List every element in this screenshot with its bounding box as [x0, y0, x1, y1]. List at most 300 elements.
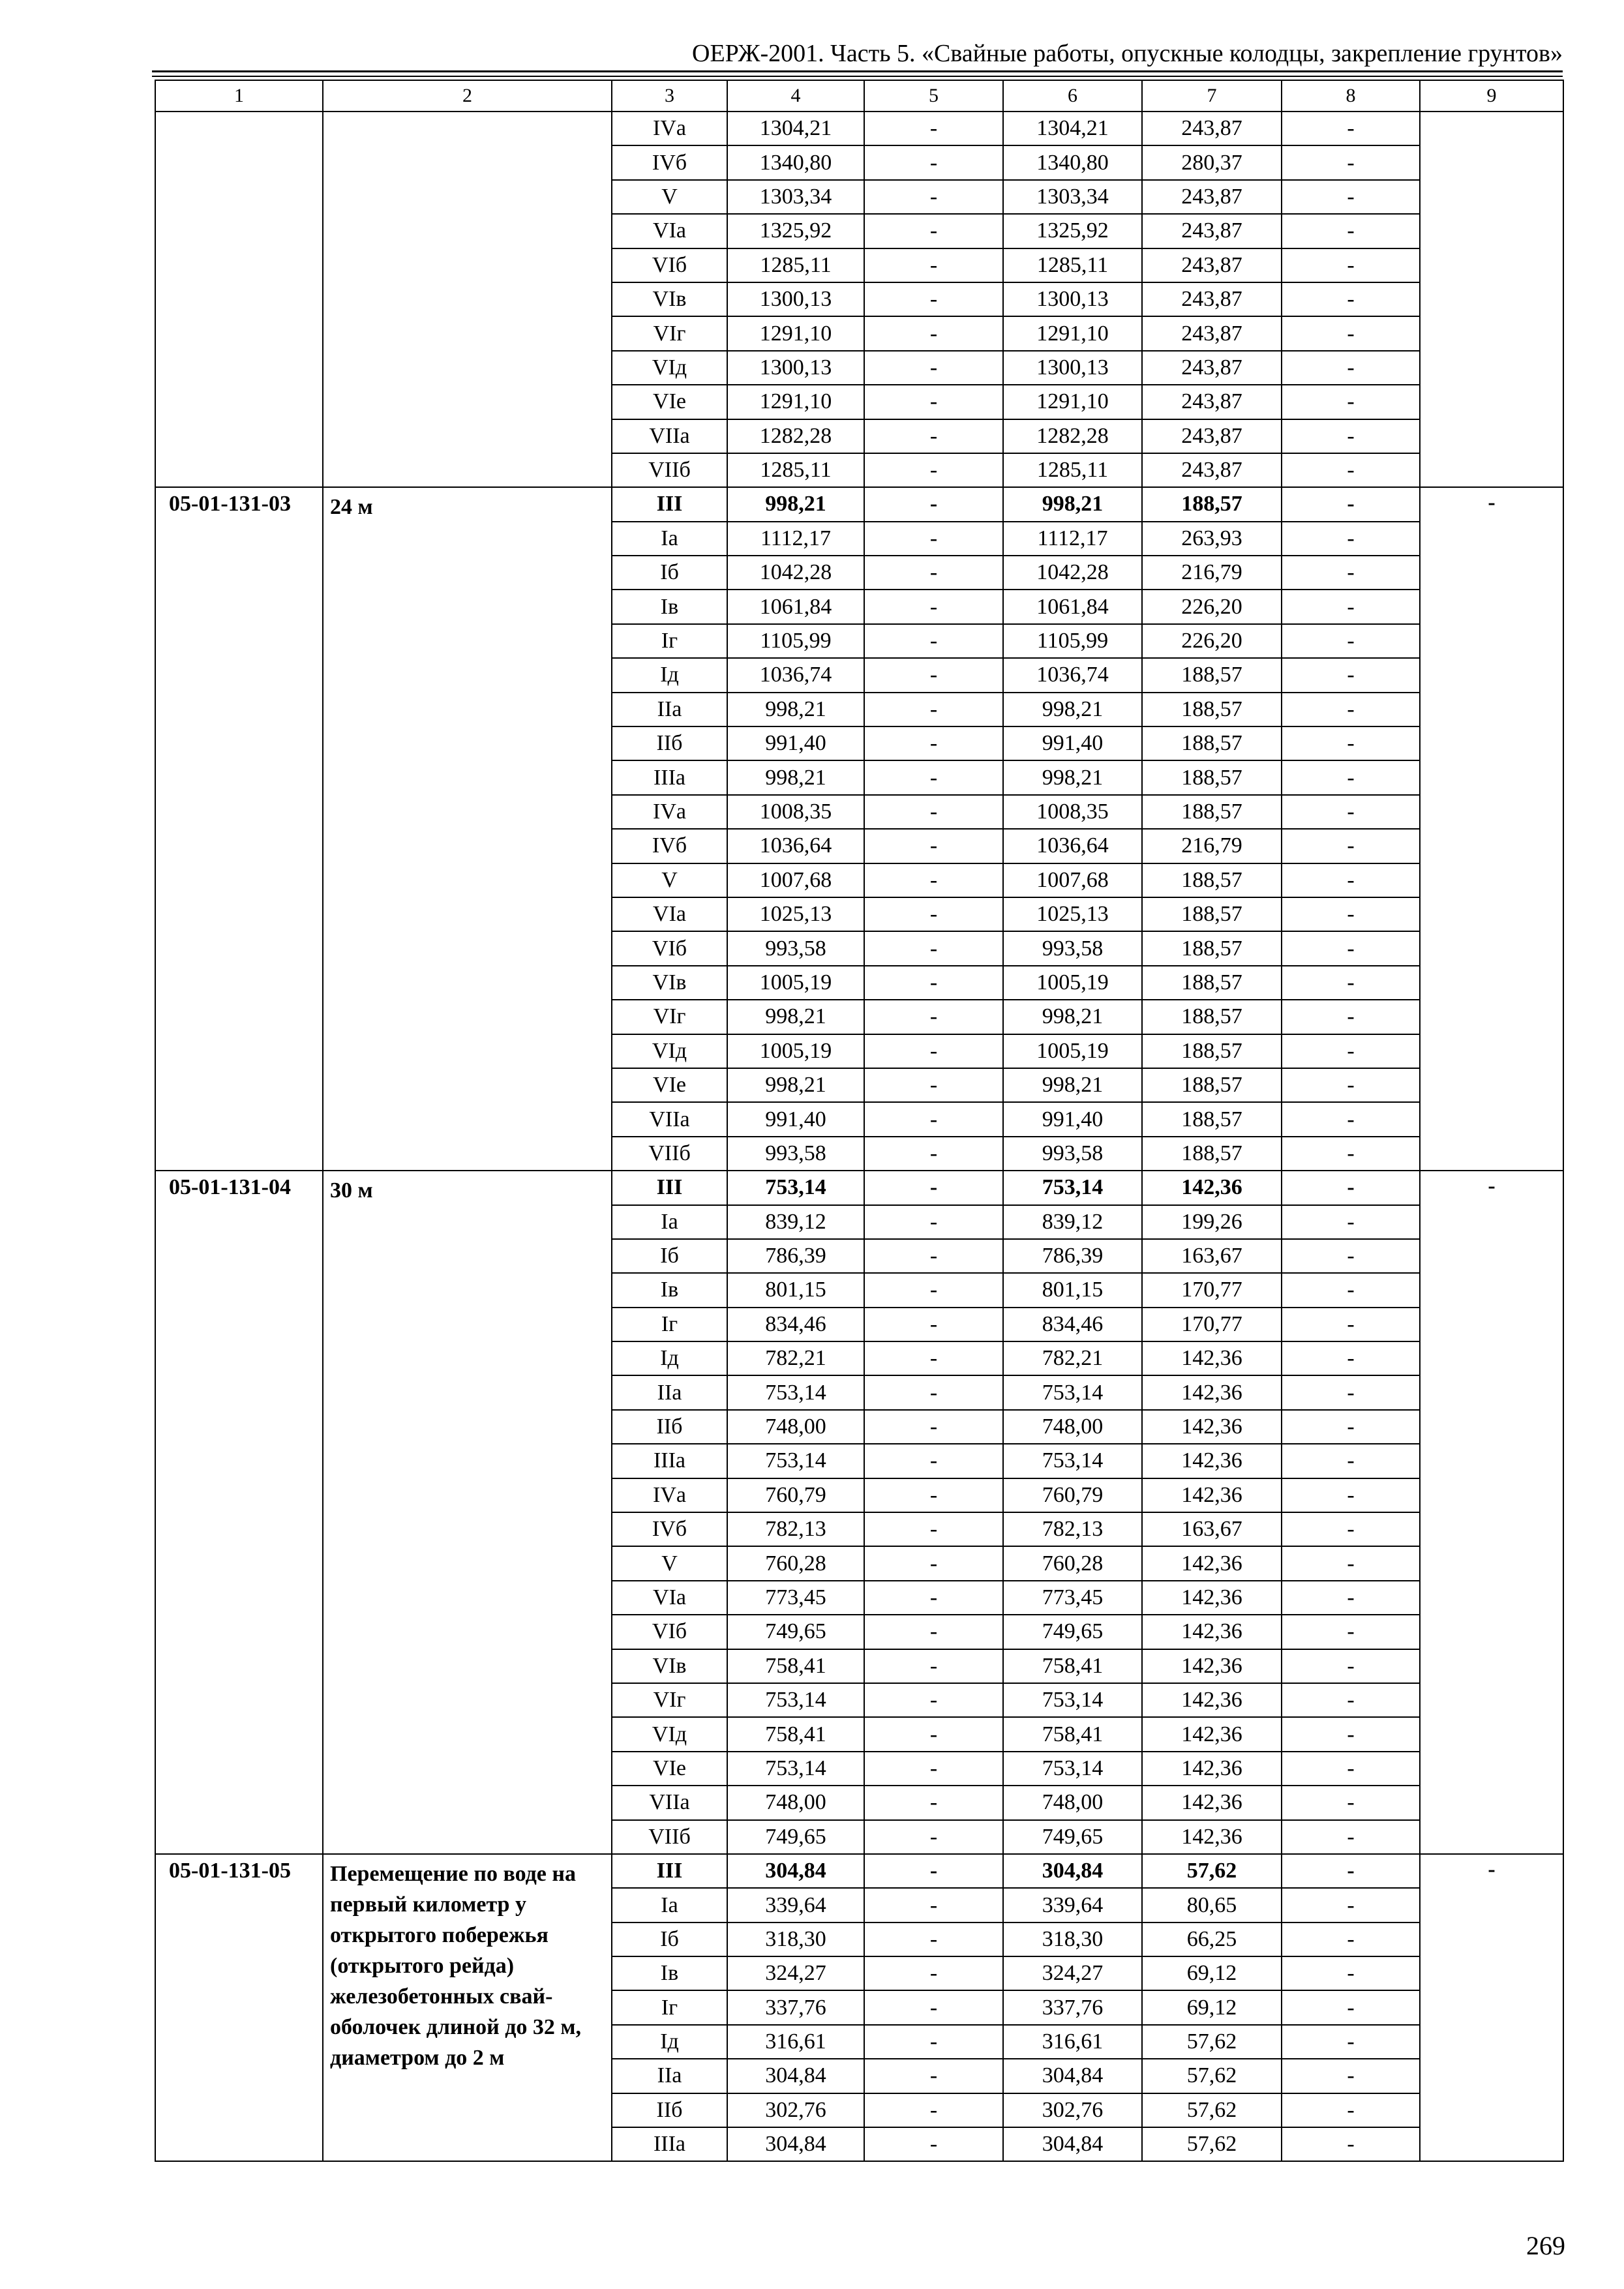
- driver-wage-cell: 142,36: [1142, 1683, 1282, 1717]
- machine-cost-cell: 1008,35: [1003, 795, 1142, 829]
- machine-cost-cell: 1303,34: [1003, 180, 1142, 214]
- wage-cell: -: [864, 1922, 1003, 1956]
- driver-wage-cell: 216,79: [1142, 556, 1282, 590]
- machine-cost-cell: 1285,11: [1003, 248, 1142, 282]
- wage-cell: -: [864, 1956, 1003, 1990]
- wage-cell: -: [864, 1341, 1003, 1375]
- machine-cost-cell: 304,84: [1003, 2127, 1142, 2161]
- driver-wage-cell: 170,77: [1142, 1273, 1282, 1307]
- driver-wage-cell: 280,37: [1142, 145, 1282, 179]
- driver-wage-cell: 163,67: [1142, 1512, 1282, 1546]
- materials-cell: -: [1282, 419, 1420, 453]
- region-zone-cell: Iг: [612, 1308, 727, 1341]
- region-zone-cell: IIа: [612, 2059, 727, 2093]
- materials-cell: -: [1282, 1205, 1420, 1239]
- region-zone-cell: VIIб: [612, 1820, 727, 1854]
- machine-cost-cell: 1304,21: [1003, 112, 1142, 145]
- machine-cost-cell: 749,65: [1003, 1615, 1142, 1649]
- region-zone-cell: VIд: [612, 1717, 727, 1751]
- machine-cost-cell: 773,45: [1003, 1581, 1142, 1615]
- region-zone-cell: VIа: [612, 214, 727, 248]
- table-row: [155, 112, 1563, 145]
- wage-cell: -: [864, 1068, 1003, 1102]
- direct-cost-cell: 786,39: [727, 1239, 864, 1273]
- page-number: 269: [1526, 2231, 1565, 2260]
- region-zone-cell: Iг: [612, 1990, 727, 2024]
- machine-cost-cell: 1300,13: [1003, 282, 1142, 316]
- direct-cost-cell: 1036,64: [727, 829, 864, 863]
- materials-cell: -: [1282, 145, 1420, 179]
- region-zone-cell: IIIа: [612, 1444, 727, 1478]
- wage-cell: -: [864, 1171, 1003, 1204]
- driver-wage-cell: 188,57: [1142, 760, 1282, 794]
- direct-cost-cell: 998,21: [727, 1000, 864, 1034]
- direct-cost-cell: 1300,13: [727, 351, 864, 385]
- direct-cost-cell: 991,40: [727, 1102, 864, 1136]
- direct-cost-cell: 1036,74: [727, 658, 864, 692]
- driver-wage-cell: 142,36: [1142, 1820, 1282, 1854]
- materials-cell: -: [1282, 1752, 1420, 1786]
- wage-cell: -: [864, 2093, 1003, 2127]
- driver-wage-cell: 188,57: [1142, 1068, 1282, 1102]
- materials-cell: -: [1282, 1000, 1420, 1034]
- region-zone-cell: III: [612, 487, 727, 521]
- wage-cell: -: [864, 726, 1003, 760]
- machine-cost-cell: 339,64: [1003, 1888, 1142, 1922]
- region-zone-cell: VIIа: [612, 1786, 727, 1819]
- header-rule: [152, 70, 1563, 72]
- driver-wage-cell: 243,87: [1142, 385, 1282, 419]
- direct-cost-cell: 991,40: [727, 726, 864, 760]
- direct-cost-cell: 1340,80: [727, 145, 864, 179]
- wage-cell: -: [864, 1273, 1003, 1307]
- driver-wage-cell: 243,87: [1142, 248, 1282, 282]
- column-number: 7: [1142, 80, 1282, 112]
- materials-cell: -: [1282, 2059, 1420, 2093]
- driver-wage-cell: 243,87: [1142, 316, 1282, 350]
- region-zone-cell: VIб: [612, 1615, 727, 1649]
- direct-cost-cell: 1105,99: [727, 624, 864, 658]
- region-zone-cell: IVа: [612, 1478, 727, 1512]
- direct-cost-cell: 748,00: [727, 1786, 864, 1819]
- driver-wage-cell: 188,57: [1142, 966, 1282, 1000]
- machine-cost-cell: 998,21: [1003, 1000, 1142, 1034]
- wage-cell: -: [864, 1581, 1003, 1615]
- wage-cell: -: [864, 590, 1003, 623]
- machine-cost-cell: 302,76: [1003, 2093, 1142, 2127]
- direct-cost-cell: 302,76: [727, 2093, 864, 2127]
- direct-cost-cell: 998,21: [727, 760, 864, 794]
- direct-cost-cell: 760,79: [727, 1478, 864, 1512]
- driver-wage-cell: 57,62: [1142, 1854, 1282, 1888]
- materials-cell: -: [1282, 1171, 1420, 1204]
- region-zone-cell: Iд: [612, 658, 727, 692]
- direct-cost-cell: 801,15: [727, 1273, 864, 1307]
- machine-cost-cell: 998,21: [1003, 1068, 1142, 1102]
- driver-wage-cell: 142,36: [1142, 1546, 1282, 1580]
- region-zone-cell: Iб: [612, 1922, 727, 1956]
- driver-wage-cell: 57,62: [1142, 2059, 1282, 2093]
- wage-cell: -: [864, 1410, 1003, 1444]
- materials-cell: -: [1282, 863, 1420, 897]
- materials-cell: -: [1282, 214, 1420, 248]
- machine-cost-cell: 998,21: [1003, 487, 1142, 521]
- direct-cost-cell: 998,21: [727, 487, 864, 521]
- machine-cost-cell: 1061,84: [1003, 590, 1142, 623]
- driver-wage-cell: 216,79: [1142, 829, 1282, 863]
- materials-cell: -: [1282, 316, 1420, 350]
- direct-cost-cell: 753,14: [727, 1375, 864, 1409]
- wage-cell: -: [864, 1990, 1003, 2024]
- region-zone-cell: Iб: [612, 1239, 727, 1273]
- region-zone-cell: V: [612, 1546, 727, 1580]
- driver-wage-cell: 142,36: [1142, 1615, 1282, 1649]
- wage-cell: -: [864, 419, 1003, 453]
- wage-cell: -: [864, 1888, 1003, 1922]
- direct-cost-cell: 1304,21: [727, 112, 864, 145]
- materials-cell: -: [1282, 1649, 1420, 1683]
- column-number: 3: [612, 80, 727, 112]
- wage-cell: -: [864, 624, 1003, 658]
- materials-cell: -: [1282, 1137, 1420, 1171]
- driver-wage-cell: 80,65: [1142, 1888, 1282, 1922]
- materials-cell: -: [1282, 2093, 1420, 2127]
- wage-cell: -: [864, 1820, 1003, 1854]
- direct-cost-cell: 316,61: [727, 2025, 864, 2059]
- column-number: 6: [1003, 80, 1142, 112]
- region-zone-cell: Iа: [612, 1888, 727, 1922]
- region-zone-cell: IIб: [612, 1410, 727, 1444]
- column-number: 4: [727, 80, 864, 112]
- region-zone-cell: VIIа: [612, 419, 727, 453]
- region-zone-cell: VIIб: [612, 1137, 727, 1171]
- materials-cell: -: [1282, 1546, 1420, 1580]
- direct-cost-cell: 1291,10: [727, 316, 864, 350]
- driver-wage-cell: 226,20: [1142, 624, 1282, 658]
- machine-cost-cell: 1025,13: [1003, 897, 1142, 931]
- machine-cost-cell: 1036,74: [1003, 658, 1142, 692]
- materials-cell: -: [1282, 1308, 1420, 1341]
- materials-cell: -: [1282, 760, 1420, 794]
- wage-cell: -: [864, 1717, 1003, 1751]
- rate-code-cell: [155, 112, 323, 487]
- region-zone-cell: VIе: [612, 1068, 727, 1102]
- work-name-cell: Перемещение по воде на первый километр у открытого побережья (открытого рейда) железобетонных свай-оболочек длиной до 32 м, диаметром до 2 м: [323, 1854, 612, 2162]
- wage-cell: -: [864, 487, 1003, 521]
- driver-wage-cell: 188,57: [1142, 1000, 1282, 1034]
- driver-wage-cell: 188,57: [1142, 1137, 1282, 1171]
- direct-cost-cell: 758,41: [727, 1649, 864, 1683]
- wage-cell: -: [864, 1786, 1003, 1819]
- work-name-cell: 24 м: [323, 487, 612, 1171]
- materials-cell: -: [1282, 487, 1420, 521]
- driver-wage-cell: 226,20: [1142, 590, 1282, 623]
- driver-wage-cell: 243,87: [1142, 214, 1282, 248]
- machine-cost-cell: 991,40: [1003, 1102, 1142, 1136]
- wage-cell: -: [864, 385, 1003, 419]
- materials-cell: -: [1282, 1990, 1420, 2024]
- region-zone-cell: V: [612, 863, 727, 897]
- materials-cell: -: [1282, 385, 1420, 419]
- machine-cost-cell: 760,28: [1003, 1546, 1142, 1580]
- machine-cost-cell: 991,40: [1003, 726, 1142, 760]
- machine-cost-cell: 993,58: [1003, 931, 1142, 965]
- direct-cost-cell: 1300,13: [727, 282, 864, 316]
- materials-cell: -: [1282, 1273, 1420, 1307]
- direct-cost-cell: 782,13: [727, 1512, 864, 1546]
- materials-cell: -: [1282, 829, 1420, 863]
- machine-cost-cell: 1036,64: [1003, 829, 1142, 863]
- region-zone-cell: VIе: [612, 1752, 727, 1786]
- materials-cell: -: [1282, 1068, 1420, 1102]
- driver-wage-cell: 142,36: [1142, 1581, 1282, 1615]
- other-cost-cell: -: [1420, 1171, 1563, 1854]
- direct-cost-cell: 753,14: [727, 1171, 864, 1204]
- direct-cost-cell: 1025,13: [727, 897, 864, 931]
- direct-cost-cell: 337,76: [727, 1990, 864, 2024]
- column-number: 5: [864, 80, 1003, 112]
- materials-cell: -: [1282, 658, 1420, 692]
- materials-cell: -: [1282, 522, 1420, 556]
- machine-cost-cell: 324,27: [1003, 1956, 1142, 1990]
- column-number: 1: [155, 80, 323, 112]
- direct-cost-cell: 1008,35: [727, 795, 864, 829]
- direct-cost-cell: 318,30: [727, 1922, 864, 1956]
- machine-cost-cell: 998,21: [1003, 693, 1142, 726]
- region-zone-cell: VIе: [612, 385, 727, 419]
- machine-cost-cell: 758,41: [1003, 1717, 1142, 1751]
- machine-cost-cell: 760,79: [1003, 1478, 1142, 1512]
- column-number: 2: [323, 80, 612, 112]
- rate-code-cell: 05-01-131-04: [155, 1171, 323, 1854]
- driver-wage-cell: 188,57: [1142, 487, 1282, 521]
- wage-cell: -: [864, 658, 1003, 692]
- wage-cell: -: [864, 1649, 1003, 1683]
- machine-cost-cell: 748,00: [1003, 1786, 1142, 1819]
- driver-wage-cell: 142,36: [1142, 1444, 1282, 1478]
- direct-cost-cell: 304,84: [727, 1854, 864, 1888]
- machine-cost-cell: 1340,80: [1003, 145, 1142, 179]
- materials-cell: -: [1282, 282, 1420, 316]
- column-number: 8: [1282, 80, 1420, 112]
- rate-code-cell: 05-01-131-03: [155, 487, 323, 1171]
- materials-cell: -: [1282, 1786, 1420, 1819]
- driver-wage-cell: 142,36: [1142, 1375, 1282, 1409]
- machine-cost-cell: 839,12: [1003, 1205, 1142, 1239]
- wage-cell: -: [864, 1137, 1003, 1171]
- direct-cost-cell: 1005,19: [727, 1034, 864, 1068]
- region-zone-cell: VIг: [612, 316, 727, 350]
- region-zone-cell: Iб: [612, 556, 727, 590]
- driver-wage-cell: 142,36: [1142, 1410, 1282, 1444]
- wage-cell: -: [864, 556, 1003, 590]
- region-zone-cell: IIIа: [612, 760, 727, 794]
- direct-cost-cell: 1042,28: [727, 556, 864, 590]
- materials-cell: -: [1282, 2025, 1420, 2059]
- table-body: [155, 80, 1563, 2161]
- direct-cost-cell: 773,45: [727, 1581, 864, 1615]
- machine-cost-cell: 318,30: [1003, 1922, 1142, 1956]
- header-rule-thin: [152, 76, 1563, 77]
- region-zone-cell: III: [612, 1171, 727, 1204]
- driver-wage-cell: 188,57: [1142, 1034, 1282, 1068]
- machine-cost-cell: 316,61: [1003, 2025, 1142, 2059]
- wage-cell: -: [864, 1615, 1003, 1649]
- rate-code-cell: 05-01-131-05: [155, 1854, 323, 2162]
- wage-cell: -: [864, 2025, 1003, 2059]
- machine-cost-cell: 1007,68: [1003, 863, 1142, 897]
- region-zone-cell: Iв: [612, 1273, 727, 1307]
- page-header-title: ОЕРЖ-2001. Часть 5. «Свайные работы, опускные колодцы, закрепление грунтов»: [692, 40, 1563, 67]
- machine-cost-cell: 1005,19: [1003, 1034, 1142, 1068]
- driver-wage-cell: 263,93: [1142, 522, 1282, 556]
- machine-cost-cell: 1005,19: [1003, 966, 1142, 1000]
- wage-cell: -: [864, 1102, 1003, 1136]
- materials-cell: -: [1282, 1410, 1420, 1444]
- driver-wage-cell: 243,87: [1142, 453, 1282, 487]
- materials-cell: -: [1282, 1375, 1420, 1409]
- region-zone-cell: IVа: [612, 795, 727, 829]
- wage-cell: -: [864, 1854, 1003, 1888]
- direct-cost-cell: 839,12: [727, 1205, 864, 1239]
- region-zone-cell: VIв: [612, 1649, 727, 1683]
- driver-wage-cell: 243,87: [1142, 180, 1282, 214]
- wage-cell: -: [864, 1205, 1003, 1239]
- driver-wage-cell: 69,12: [1142, 1990, 1282, 2024]
- price-table: [155, 80, 1564, 2162]
- driver-wage-cell: 66,25: [1142, 1922, 1282, 1956]
- wage-cell: -: [864, 829, 1003, 863]
- machine-cost-cell: 1282,28: [1003, 419, 1142, 453]
- driver-wage-cell: 188,57: [1142, 863, 1282, 897]
- region-zone-cell: VIг: [612, 1683, 727, 1717]
- work-name-cell: 30 м: [323, 1171, 612, 1854]
- machine-cost-cell: 834,46: [1003, 1308, 1142, 1341]
- wage-cell: -: [864, 522, 1003, 556]
- wage-cell: -: [864, 1512, 1003, 1546]
- wage-cell: -: [864, 863, 1003, 897]
- machine-cost-cell: 1105,99: [1003, 624, 1142, 658]
- materials-cell: -: [1282, 1922, 1420, 1956]
- machine-cost-cell: 1325,92: [1003, 214, 1142, 248]
- wage-cell: -: [864, 248, 1003, 282]
- machine-cost-cell: 753,14: [1003, 1752, 1142, 1786]
- materials-cell: -: [1282, 693, 1420, 726]
- materials-cell: -: [1282, 1854, 1420, 1888]
- region-zone-cell: VIб: [612, 931, 727, 965]
- direct-cost-cell: 1007,68: [727, 863, 864, 897]
- wage-cell: -: [864, 1546, 1003, 1580]
- driver-wage-cell: 57,62: [1142, 2025, 1282, 2059]
- driver-wage-cell: 142,36: [1142, 1171, 1282, 1204]
- wage-cell: -: [864, 897, 1003, 931]
- region-zone-cell: VIд: [612, 351, 727, 385]
- direct-cost-cell: 758,41: [727, 1717, 864, 1751]
- region-zone-cell: Iг: [612, 624, 727, 658]
- direct-cost-cell: 749,65: [727, 1615, 864, 1649]
- driver-wage-cell: 142,36: [1142, 1341, 1282, 1375]
- materials-cell: -: [1282, 795, 1420, 829]
- materials-cell: -: [1282, 1478, 1420, 1512]
- wage-cell: -: [864, 931, 1003, 965]
- driver-wage-cell: 188,57: [1142, 931, 1282, 965]
- direct-cost-cell: 324,27: [727, 1956, 864, 1990]
- wage-cell: -: [864, 1375, 1003, 1409]
- region-zone-cell: V: [612, 180, 727, 214]
- materials-cell: -: [1282, 590, 1420, 623]
- machine-cost-cell: 758,41: [1003, 1649, 1142, 1683]
- materials-cell: -: [1282, 624, 1420, 658]
- region-zone-cell: IVа: [612, 112, 727, 145]
- region-zone-cell: VIIа: [612, 1102, 727, 1136]
- machine-cost-cell: 1291,10: [1003, 385, 1142, 419]
- wage-cell: -: [864, 1034, 1003, 1068]
- machine-cost-cell: 748,00: [1003, 1410, 1142, 1444]
- column-number: 9: [1420, 80, 1563, 112]
- other-cost-cell: [1420, 112, 1563, 487]
- driver-wage-cell: 170,77: [1142, 1308, 1282, 1341]
- wage-cell: -: [864, 316, 1003, 350]
- direct-cost-cell: 1285,11: [727, 248, 864, 282]
- machine-cost-cell: 998,21: [1003, 760, 1142, 794]
- direct-cost-cell: 782,21: [727, 1341, 864, 1375]
- materials-cell: -: [1282, 556, 1420, 590]
- region-zone-cell: IIб: [612, 726, 727, 760]
- materials-cell: -: [1282, 1239, 1420, 1273]
- wage-cell: -: [864, 1000, 1003, 1034]
- direct-cost-cell: 1005,19: [727, 966, 864, 1000]
- direct-cost-cell: 1282,28: [727, 419, 864, 453]
- other-cost-cell: -: [1420, 1854, 1563, 2162]
- machine-cost-cell: 1291,10: [1003, 316, 1142, 350]
- direct-cost-cell: 753,14: [727, 1752, 864, 1786]
- machine-cost-cell: 993,58: [1003, 1137, 1142, 1171]
- region-zone-cell: VIд: [612, 1034, 727, 1068]
- machine-cost-cell: 782,13: [1003, 1512, 1142, 1546]
- machine-cost-cell: 753,14: [1003, 1444, 1142, 1478]
- region-zone-cell: VIIб: [612, 453, 727, 487]
- driver-wage-cell: 69,12: [1142, 1956, 1282, 1990]
- machine-cost-cell: 786,39: [1003, 1239, 1142, 1273]
- materials-cell: -: [1282, 966, 1420, 1000]
- wage-cell: -: [864, 1444, 1003, 1478]
- direct-cost-cell: 998,21: [727, 693, 864, 726]
- region-zone-cell: IIа: [612, 1375, 727, 1409]
- region-zone-cell: VIв: [612, 966, 727, 1000]
- direct-cost-cell: 993,58: [727, 931, 864, 965]
- wage-cell: -: [864, 760, 1003, 794]
- machine-cost-cell: 753,14: [1003, 1683, 1142, 1717]
- wage-cell: -: [864, 2127, 1003, 2161]
- region-zone-cell: Iа: [612, 1205, 727, 1239]
- direct-cost-cell: 1112,17: [727, 522, 864, 556]
- machine-cost-cell: 304,84: [1003, 2059, 1142, 2093]
- materials-cell: -: [1282, 1034, 1420, 1068]
- direct-cost-cell: 993,58: [727, 1137, 864, 1171]
- region-zone-cell: VIг: [612, 1000, 727, 1034]
- table-row: [155, 1171, 1563, 1204]
- region-zone-cell: Iв: [612, 1956, 727, 1990]
- direct-cost-cell: 1061,84: [727, 590, 864, 623]
- materials-cell: -: [1282, 351, 1420, 385]
- materials-cell: -: [1282, 1956, 1420, 1990]
- driver-wage-cell: 199,26: [1142, 1205, 1282, 1239]
- direct-cost-cell: 753,14: [727, 1683, 864, 1717]
- wage-cell: -: [864, 2059, 1003, 2093]
- wage-cell: -: [864, 214, 1003, 248]
- column-number-row: [155, 80, 1563, 112]
- direct-cost-cell: 748,00: [727, 1410, 864, 1444]
